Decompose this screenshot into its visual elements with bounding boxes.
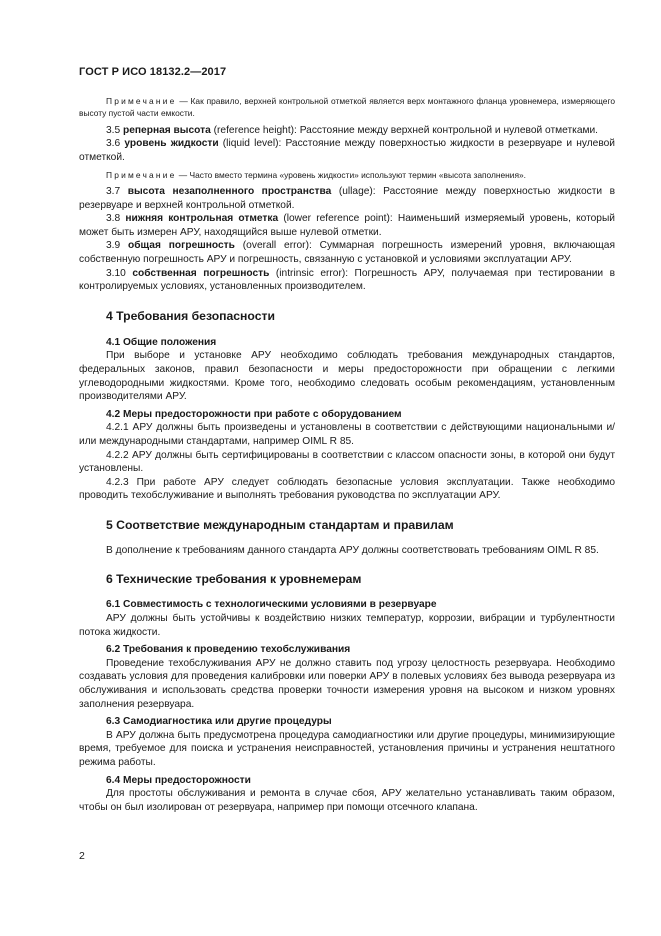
paragraph-6-4: Для простоты обслуживания и ремонта в случае сбоя, АРУ желательно устанавливать таким образом, чтобы он был изолирован от резервуара, например при помощи отсечного клапана.	[79, 788, 615, 813]
term: реперная высота	[123, 124, 211, 136]
definition-3-8: 3.8 нижняя контрольная отметка (lower reference point): Наименьший измеряемый уровень, который может быть измерен АРУ, находящийся выше нулевой отметки.	[79, 213, 615, 238]
term: собственная погрешность	[132, 267, 270, 279]
note-text: — Часто вместо термина «уровень жидкости» используют термин «высота заполнения».	[176, 169, 526, 180]
definition-3-7: 3.7 высота незаполненного пространства (ullage): Расстояние между поверхностью жидкости в резервуаре и верхней контрольной отметкой.	[79, 186, 615, 211]
paragraph-4-2-3: 4.2.3 При работе АРУ следует соблюдать безопасные условия эксплуатации. Также необходимо проводить техобслуживание и выполнять требования руководства по эксплуатации АРУ.	[79, 476, 615, 502]
note-text: — Как правило, верхней контрольной отметкой является верх монтажного фланца уровнемера, измеряющего высоту пустой части емкости.	[79, 96, 615, 119]
paragraph-4-2-1: 4.2.1 АРУ должны быть произведены и установлены в соответствии с действующими национальными и/или международными стандартами, например OIML R 85.	[79, 422, 615, 447]
note-label: Примечание	[106, 169, 177, 180]
paragraph-6-1: АРУ должны быть устойчивы к воздействию низких температур, коррозии, вибрации и турбулентности потока жидкости.	[79, 613, 615, 638]
term: уровень жидкости	[124, 138, 219, 150]
paragraph-6-2: Проведение техобслуживания АРУ не должно ставить под угрозу целостность резервуара. Необходимо создавать условия для проведения калибровки или поверки АРУ в полевых условиях без вывода резервуара из обслуживания и использовать средства проверки точности измерения уровня на высоком и низком уровнях заполнения резервуара.	[79, 657, 615, 710]
subsection-6-4-heading: 6.4 Меры предосторожности	[106, 774, 251, 786]
note-1	[79, 95, 615, 120]
document-body	[79, 95, 615, 814]
term: общая погрешность	[128, 240, 235, 252]
section-4-heading: 4 Требования безопасности	[106, 308, 275, 323]
definition-3-6: 3.6 уровень жидкости (liquid level): Расстояние между поверхностью жидкости в резервуаре и нулевой отметкой.	[79, 138, 615, 163]
page-number: 2	[79, 850, 85, 862]
subsection-4-2-heading: 4.2 Меры предосторожности при работе с оборудованием	[106, 408, 402, 420]
term: высота незаполненного пространства	[127, 186, 332, 197]
term: нижняя контрольная отметка	[125, 213, 279, 225]
note-2	[79, 169, 615, 181]
paragraph-4-1: При выборе и установке АРУ необходимо соблюдать требования международных стандартов, федеральных законов, правил безопасности и меры предосторожности при обращении с легкими углеводородными жидкостями. Кроме того, необходимо следовать особым рекомендациям, установленным производителями АРУ.	[79, 350, 615, 403]
subsection-6-1-heading: 6.1 Совместимость с технологическими условиями в резервуаре	[106, 599, 437, 611]
paragraph-4-2-2: 4.2.2 АРУ должны быть сертифицированы в соответствии с классом опасности зоны, в которой они будут установлены.	[79, 449, 615, 475]
definition-3-5: 3.5 реперная высота (reference height): Расстояние между верхней контрольной и нулевой отметками.	[106, 124, 599, 136]
subsection-6-2-heading: 6.2 Требования к проведению техобслуживания	[106, 644, 351, 656]
section-6-heading: 6 Технические требования к уровнемерам	[106, 572, 362, 587]
definition-3-10: 3.10 собственная погрешность (intrinsic error): Погрешность АРУ, получаемая при тестировании в контролируемых условиях, установленных производителем.	[79, 267, 615, 293]
document-header: ГОСТ Р ИСО 18132.2—2017	[79, 66, 227, 78]
subsection-6-3-heading: 6.3 Самодиагностика или другие процедуры	[106, 716, 332, 728]
section-5-heading: 5 Соответствие международным стандартам и правилам	[106, 517, 454, 532]
paragraph-5: В дополнение к требованиям данного стандарта АРУ должны соответствовать требованиям OIML R 85.	[106, 544, 599, 556]
paragraph-6-3: В АРУ должна быть предусмотрена процедура самодиагностики или другие процедуры, минимизирующие время, требуемое для поиска и устранения неисправностей, установления причины и устранения нештатного режима работы.	[79, 729, 615, 768]
definition-3-9: 3.9 общая погрешность (overall error): Суммарная погрешность измерений уровня, включающая собственную погрешность АРУ и погрешность, связанную с установкой и условиями эксплуатации АРУ.	[79, 240, 615, 265]
subsection-4-1-heading: 4.1 Общие положения	[106, 336, 217, 348]
note-label: Примечание	[106, 96, 177, 106]
